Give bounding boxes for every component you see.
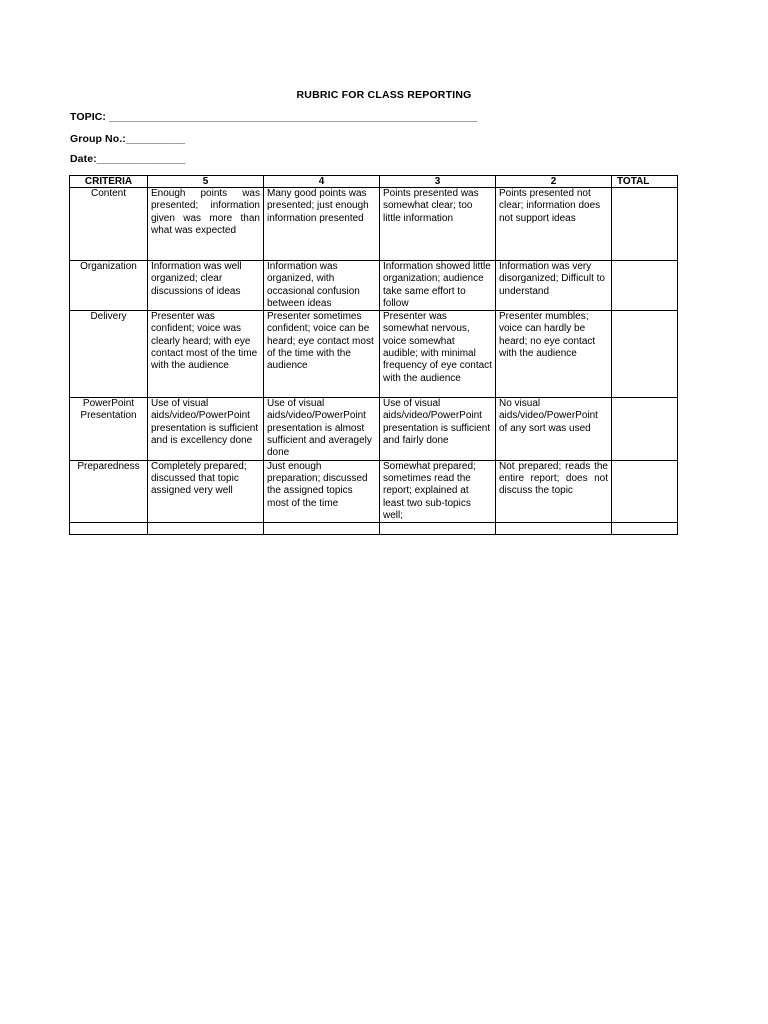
score-cell: Presenter was confident; voice was clearly heard; with eye contact most of the time with the audience <box>148 311 264 398</box>
topic-field: TOPIC: ______________________________________________________________ <box>70 111 478 123</box>
score-cell: Many good points was presented; just enough information presented <box>264 188 380 261</box>
header-score-4: 4 <box>264 176 380 188</box>
header-row <box>70 176 678 188</box>
group-number-field: Group No.:__________ <box>70 133 186 145</box>
total-cell <box>612 188 678 261</box>
document-title: RUBRIC FOR CLASS REPORTING <box>296 89 472 101</box>
score-cell: Presenter was somewhat nervous, voice somewhat audible; with minimal frequency of eye contact with the audience <box>380 311 496 398</box>
table-row <box>70 398 678 460</box>
score-cell: Enough points was presented; information given was more than what was expected <box>148 188 264 261</box>
score-cell: Completely prepared; discussed that topic assigned very well <box>148 460 264 522</box>
score-cell: Presenter mumbles; voice can hardly be heard; no eye contact with the audience <box>496 311 612 398</box>
header-total: TOTAL <box>612 176 678 188</box>
table-row <box>70 460 678 522</box>
total-cell <box>612 398 678 460</box>
score-cell: Not prepared; reads the entire report; does not discuss the topic <box>496 460 612 522</box>
score-cell: Use of visual aids/video/PowerPoint presentation is sufficient and is excellency done <box>148 398 264 460</box>
table-row <box>70 188 678 261</box>
score-cell: Information showed little organization; audience take same effort to follow <box>380 261 496 311</box>
score-cell: Points presented not clear; information does not support ideas <box>496 188 612 261</box>
header-score-5: 5 <box>148 176 264 188</box>
blank-cell <box>70 523 148 535</box>
table-row <box>70 261 678 311</box>
score-cell: Information was very disorganized; Difficult to understand <box>496 261 612 311</box>
blank-cell <box>496 523 612 535</box>
total-cell <box>612 261 678 311</box>
criteria-cell: PowerPoint Presentation <box>70 398 148 460</box>
date-field: Date:_______________ <box>70 153 186 165</box>
score-cell: No visual aids/video/PowerPoint of any sort was used <box>496 398 612 460</box>
criteria-cell: Content <box>70 188 148 261</box>
total-cell <box>612 311 678 398</box>
criteria-cell: Preparedness <box>70 460 148 522</box>
score-cell: Use of visual aids/video/PowerPoint presentation is sufficient and fairly done <box>380 398 496 460</box>
criteria-cell: Organization <box>70 261 148 311</box>
blank-row <box>70 523 678 535</box>
score-cell: Information was organized, with occasional confusion between ideas <box>264 261 380 311</box>
header-criteria: CRITERIA <box>70 176 148 188</box>
score-cell: Information was well organized; clear discussions of ideas <box>148 261 264 311</box>
score-cell: Somewhat prepared; sometimes read the report; explained at least two sub-topics well; <box>380 460 496 522</box>
blank-cell <box>264 523 380 535</box>
score-cell: Points presented was somewhat clear; too little information <box>380 188 496 261</box>
blank-cell <box>612 523 678 535</box>
table-row <box>70 311 678 398</box>
header-score-3: 3 <box>380 176 496 188</box>
rubric-table <box>69 175 678 535</box>
total-cell <box>612 460 678 522</box>
header-score-2: 2 <box>496 176 612 188</box>
blank-cell <box>148 523 264 535</box>
blank-cell <box>380 523 496 535</box>
score-cell: Use of visual aids/video/PowerPoint presentation is almost sufficient and averagely done <box>264 398 380 460</box>
criteria-cell: Delivery <box>70 311 148 398</box>
score-cell: Presenter sometimes confident; voice can be heard; eye contact most of the time with the audience <box>264 311 380 398</box>
score-cell: Just enough preparation; discussed the assigned topics most of the time <box>264 460 380 522</box>
